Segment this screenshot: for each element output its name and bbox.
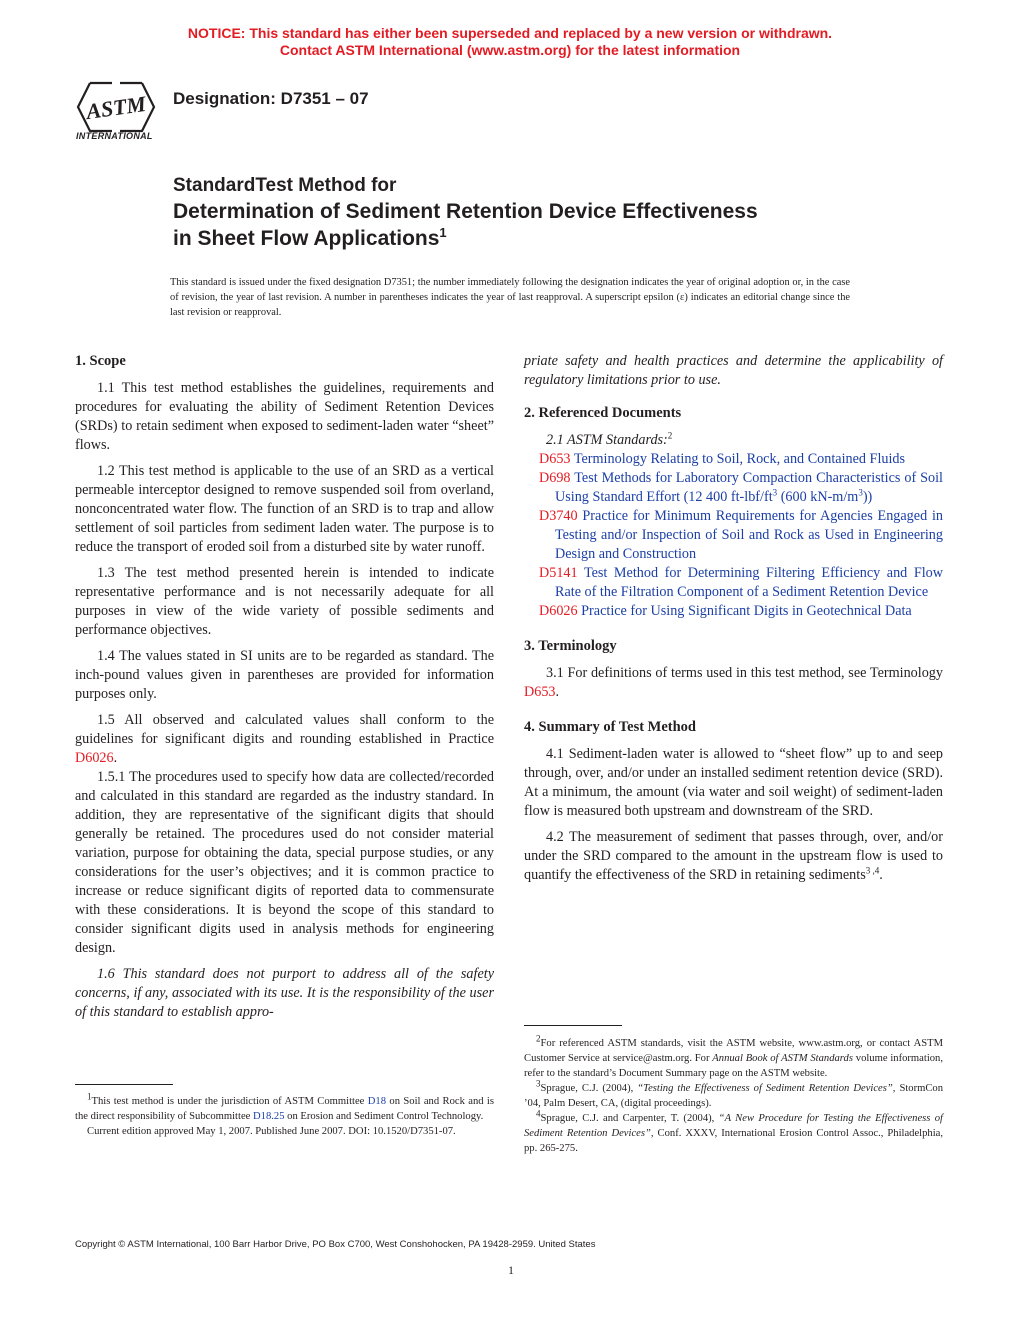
ref-title-d5141[interactable]: Test Method for Determining Filtering Efficiency and Flow Rate of the Filtration Component of a Sediment Retention Device	[555, 565, 943, 600]
paragraph-3-1: 3.1 For definitions of terms used in this test method, see Terminology D653.	[524, 665, 943, 700]
paragraph-4-2: 4.2 The measurement of sediment that passes through, over, and/or under the SRD compared to the amount in the upstream flow is used to quantify the effectiveness of the SRD in retaining sediments$^{3 ,4}$.	[524, 829, 943, 883]
section-heading-scope: 1. Scope	[75, 353, 126, 369]
ref-title-d653[interactable]: Terminology Relating to Soil, Rock, and Contained Fluids	[573, 451, 906, 467]
link-d6026[interactable]: D6026	[75, 750, 114, 766]
title-line-3	[173, 225, 758, 252]
footnote-4	[524, 1108, 943, 1156]
logo-caption: INTERNATIONAL	[76, 131, 153, 141]
footnote-2-text-a: For referenced ASTM standards, visit the ASTM website, www.astm.org, or contact ASTM Customer Service at service@astm.org. For	[524, 1038, 943, 1064]
footnote-4-text-b: , Conf. XXXV, International Erosion Control Assoc., Philadelphia, pp. 265-275.	[524, 1128, 943, 1154]
issued-note: This standard is issued under the fixed designation D7351; the number immediately following the designation indicates the year of original adoption or, in the case of revision, the year of last revision. A number in parentheses indicates the year of last reapproval. A superscript epsilon (ε) indicates an editorial change since the last revision or reapproval.	[170, 277, 850, 318]
ref-title-d6026[interactable]: Practice for Using Significant Digits in Geotechnical Data	[581, 603, 912, 619]
ref-code-d653[interactable]: D653	[539, 451, 571, 467]
paragraph-4-1: 4.1 Sediment-laden water is allowed to “sheet flow” up to and seep through, over, and/or under an installed sediment retention device (SRD). At a minimum, the amount (via water and soil weight) of sediment-laden flow is measured both upstream and downstream of the SRD.	[524, 746, 943, 819]
ref-code-d6026[interactable]: D6026	[539, 603, 578, 619]
footnote-rule-right	[524, 1025, 622, 1026]
paragraph-3-1-text: 3.1 For definitions of terms used in this test method, see Terminology	[546, 665, 943, 681]
logo-mark: ASTM	[84, 90, 148, 125]
left-column	[75, 352, 494, 1029]
footnotes-right	[524, 1033, 944, 1156]
footnote-2-mark: 2	[536, 1033, 541, 1044]
footnote-4-mark: 4	[536, 1108, 541, 1119]
page-number: 1	[508, 1263, 514, 1277]
title-line-3-text: in Sheet Flow Applications	[173, 227, 440, 250]
ref-title-d698-text: Test Methods for Laboratory Compaction Characteristics of Soil Using Standard Effort (12 400 ft-lbf/ft	[555, 470, 944, 505]
footnote-3-mark: 3	[536, 1078, 541, 1089]
paragraph-1-5-text: 1.5 All observed and calculated values shall conform to the guidelines for significant digits and rounding established in Practice	[75, 712, 494, 747]
paragraph-1-5: 1.5 All observed and calculated values shall conform to the guidelines for significant digits and rounding established in Practice D6026.	[75, 712, 494, 766]
reference-d653[interactable]	[524, 450, 943, 469]
reference-d5141[interactable]	[524, 564, 943, 602]
footnote-1	[75, 1091, 494, 1124]
paragraph-1-4: 1.4 The values stated in SI units are to be regarded as standard. The inch-pound values given in parentheses are provided for information purposes only.	[75, 648, 494, 702]
footnote-2-italic: Annual Book of ASTM Standards	[712, 1053, 853, 1064]
link-d18-25[interactable]: D18.25	[253, 1111, 285, 1122]
footnote-2-text-b: volume information, refer to the standard’s Document Summary page on the ASTM website.	[524, 1053, 944, 1079]
notice-line-2: Contact ASTM International (www.astm.org) for the latest information	[279, 42, 741, 58]
ref-title-d698-tail-sup: 3	[858, 487, 863, 498]
title-footnote-mark[interactable]: 1	[439, 225, 447, 240]
withdrawn-notice	[0, 25, 1020, 59]
paragraph-4-2-text: 4.2 The measurement of sediment that passes through, over, and/or under the SRD compared to the amount in the upstream flow is used to quantify the effectiveness of the SRD in retaining sediments	[524, 829, 943, 883]
footnote-3	[524, 1078, 943, 1111]
paragraph-1-6-continued: priate safety and health practices and determine the applicability of regulatory limitations prior to use.	[524, 353, 943, 388]
section-heading-summary: 4. Summary of Test Method	[524, 719, 696, 735]
ref-code-d698[interactable]: D698	[539, 470, 571, 486]
reference-d3740[interactable]	[524, 507, 943, 564]
title-line-1: StandardTest Method for	[173, 175, 397, 196]
footnote-1-text-c: on Erosion and Sediment Control Technology.	[287, 1111, 484, 1122]
paragraph-2-1-sup: 2	[667, 430, 673, 441]
ref-title-d698-end: ))	[862, 489, 873, 505]
ref-title-d698-sup: 3	[772, 487, 778, 498]
ref-code-d5141[interactable]: D5141	[539, 565, 578, 581]
designation: Designation: D7351 – 07	[173, 89, 369, 108]
title-line-2: Determination of Sediment Retention Device Effectiveness	[173, 200, 758, 223]
footnote-3-text-b: , StormCon ’04, Palm Desert, CA, (digital proceedings).	[524, 1083, 943, 1109]
reference-d6026[interactable]	[524, 602, 943, 621]
section-heading-referenced-documents: 2. Referenced Documents	[524, 405, 682, 421]
footnote-4-text-a: Sprague, C.J. and Carpenter, T. (2004),	[540, 1113, 715, 1124]
paragraph-1-1: 1.1 This test method establishes the guidelines, requirements and procedures for evaluating the ability of Sediment Retention Devices (SRDs) to retain sediment when exposed to sediment-laden water “sheet” flows.	[75, 380, 494, 453]
paragraph-2-1	[524, 431, 943, 450]
ref-title-d698-tail: (600 kN-m/m	[777, 489, 859, 505]
document-title	[173, 174, 758, 252]
footnote-1-text-a: This test method is under the jurisdiction of ASTM Committee	[91, 1096, 365, 1107]
footnote-3-text-a: Sprague, C.J. (2004),	[540, 1083, 634, 1094]
footnote-1-text-b: on Soil and Rock and is the direct responsibility of Subcommittee	[75, 1096, 494, 1122]
ref-title-d698[interactable]	[555, 470, 943, 505]
ref-code-d3740[interactable]: D3740	[539, 508, 578, 524]
paragraph-2-1-text: 2.1 ASTM Standards:	[546, 432, 668, 448]
paragraph-1-6: 1.6 This standard does not purport to address all of the safety concerns, if any, associated with its use. It is the responsibility of the user of this standard to establish appro-	[75, 966, 494, 1020]
footnote-2	[524, 1033, 944, 1081]
reference-d698[interactable]	[524, 469, 943, 507]
footnote-1-mark: 1	[87, 1091, 92, 1102]
paragraph-1-5-1: 1.5.1 The procedures used to specify how data are collected/recorded and calculated in this standard are regarded as the industry standard. In addition, they are representative of the significant digits that should generally be retained. The procedures used do not consider material variation, purpose for obtaining the data, special purpose studies, or any considerations for the user’s objectives; and it is common practice to increase or reduce significant digits of reported data to commensurate with these considerations. It is beyond the scope of this standard to consider significant digits used in analysis methods for engineering design.	[75, 769, 494, 956]
ref-title-d3740[interactable]: Practice for Minimum Requirements for Agencies Engaged in Testing and/or Inspection of Soil and Rock as Used in Engineering Design and Construction	[555, 508, 943, 562]
paragraph-1-2: 1.2 This test method is applicable to the use of an SRD as a vertical permeable interceptor designed to remove suspended soil from overland, nonconcentrated water flow. The function of an SRD is to trap and allow settlement of soil particles from sediment laden water. The purpose is to reduce the transport of eroded soil from a disturbed site by water runoff.	[75, 463, 494, 555]
section-heading-terminology: 3. Terminology	[524, 638, 617, 654]
right-column	[524, 352, 943, 892]
footnote-3-italic: “Testing the Effectiveness of Sediment Retention Devices”	[637, 1083, 893, 1094]
footnotes-left	[75, 1091, 494, 1139]
link-d18[interactable]: D18	[367, 1096, 387, 1107]
paragraph-4-2-sup: 3 ,4	[865, 865, 880, 876]
link-d653[interactable]: D653	[524, 684, 556, 700]
paragraph-1-3: 1.3 The test method presented herein is intended to indicate representative performance and is not necessarily adequate for all purposes in view of the wide variety of possible sediments and performance objectives.	[75, 565, 494, 638]
footnote-4-italic: “A New Procedure for Testing the Effectiveness of Sediment Retention Devices”	[524, 1113, 943, 1139]
footnote-rule-left	[75, 1084, 173, 1085]
copyright-line: Copyright © ASTM International, 100 Barr Harbor Drive, PO Box C700, West Conshohocken, PA 19428-2959. United States	[75, 1239, 596, 1250]
footnote-1-edition: Current edition approved May 1, 2007. Published June 2007. DOI: 10.1520/D7351-07.	[87, 1126, 456, 1137]
notice-line-1: NOTICE: This standard has either been superseded and replaced by a new version or withdrawn.	[187, 25, 833, 41]
